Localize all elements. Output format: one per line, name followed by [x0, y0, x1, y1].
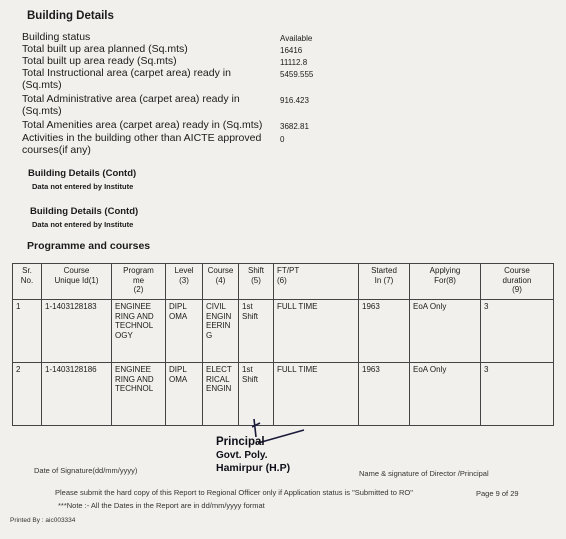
- detail-value: 3682.81: [280, 122, 309, 131]
- table-cell: 2: [13, 363, 42, 426]
- contd-note-1: Data not entered by Institute: [32, 182, 134, 191]
- stamp-line: Principal: [216, 436, 265, 448]
- detail-value: 5459.555: [280, 70, 314, 79]
- table-cell: 3: [481, 300, 554, 363]
- detail-value: 916.423: [280, 96, 309, 105]
- table-cell: DIPL OMA: [166, 363, 203, 426]
- column-header: Program me (2): [112, 264, 166, 300]
- detail-label: Total built up area ready (Sq.mts): [22, 55, 177, 67]
- detail-label: Building status: [22, 31, 91, 43]
- column-header: Shift (5): [239, 264, 274, 300]
- table-cell: DIPL OMA: [166, 300, 203, 363]
- detail-label: Total built up area planned (Sq.mts): [22, 43, 188, 55]
- detail-value: 11112.8: [280, 58, 308, 67]
- stamp-line: Govt. Poly.: [216, 450, 268, 461]
- table-cell: ENGINEE RING AND TECHNOL OGY: [112, 300, 166, 363]
- column-header: Course duration (9): [481, 264, 554, 300]
- table-row: [13, 300, 554, 363]
- column-header: Applying For(8): [410, 264, 481, 300]
- table-cell: 1st Shift: [239, 300, 274, 363]
- printed-by: Printed By : aic003334: [10, 517, 76, 524]
- programme-table: [12, 263, 554, 426]
- stamp-line: Hamirpur (H.P): [216, 462, 291, 474]
- column-header: Level (3): [166, 264, 203, 300]
- table-cell: FULL TIME: [274, 300, 359, 363]
- detail-label: Total Instructional area (carpet area) ready in (Sq.mts): [22, 67, 231, 91]
- table-cell: 1-1403128186: [42, 363, 112, 426]
- detail-value: 16416: [280, 46, 303, 55]
- table-cell: 1963: [359, 300, 410, 363]
- table-cell: 1963: [359, 363, 410, 426]
- table-cell: ENGINEE RING AND TECHNOL: [112, 363, 166, 426]
- table-cell: ELECT RICAL ENGIN: [203, 363, 239, 426]
- contd-title-2: Building Details (Contd): [30, 206, 139, 217]
- table-cell: CIVIL ENGIN EERIN G: [203, 300, 239, 363]
- table-cell: FULL TIME: [274, 363, 359, 426]
- detail-label: Total Administrative area (carpet area) ready in (Sq.mts): [22, 93, 240, 117]
- programme-title: Programme and courses: [27, 240, 151, 252]
- page-number: Page 9 of 29: [476, 489, 519, 498]
- detail-value: 0: [280, 135, 285, 144]
- date-of-signature-label: Date of Signature(dd/mm/yyyy): [34, 466, 138, 475]
- submit-note: Please submit the hard copy of this Report to Regional Officer only if Application status is "Submitted to RO": [55, 488, 413, 497]
- detail-label: Total Amenities area (carpet area) ready in (Sq.mts): [22, 119, 263, 131]
- table-header-row: [13, 264, 554, 300]
- table-cell: 1: [13, 300, 42, 363]
- director-signature-label: Name & signature of Director /Principal: [359, 469, 489, 478]
- table-cell: 3: [481, 363, 554, 426]
- contd-note-2: Data not entered by Institute: [32, 220, 134, 229]
- column-header: Course Unique Id(1): [42, 264, 112, 300]
- column-header: Started In (7): [359, 264, 410, 300]
- detail-value: Available: [280, 34, 313, 43]
- column-header: Sr. No.: [13, 264, 42, 300]
- table-cell: 1-1403128183: [42, 300, 112, 363]
- detail-label: Activities in the building other than AICTE approved courses(if any): [22, 132, 262, 156]
- column-header: FT/PT (6): [274, 264, 359, 300]
- principal-stamp: [216, 436, 290, 475]
- contd-title-1: Building Details (Contd): [28, 168, 137, 179]
- table-cell: EoA Only: [410, 363, 481, 426]
- column-header: Course (4): [203, 264, 239, 300]
- table-cell: EoA Only: [410, 300, 481, 363]
- table-cell: 1st Shift: [239, 363, 274, 426]
- section-title: Building Details: [27, 10, 114, 22]
- date-format-note: ***Note :- All the Dates in the Report are in dd/mm/yyyy format: [58, 501, 265, 510]
